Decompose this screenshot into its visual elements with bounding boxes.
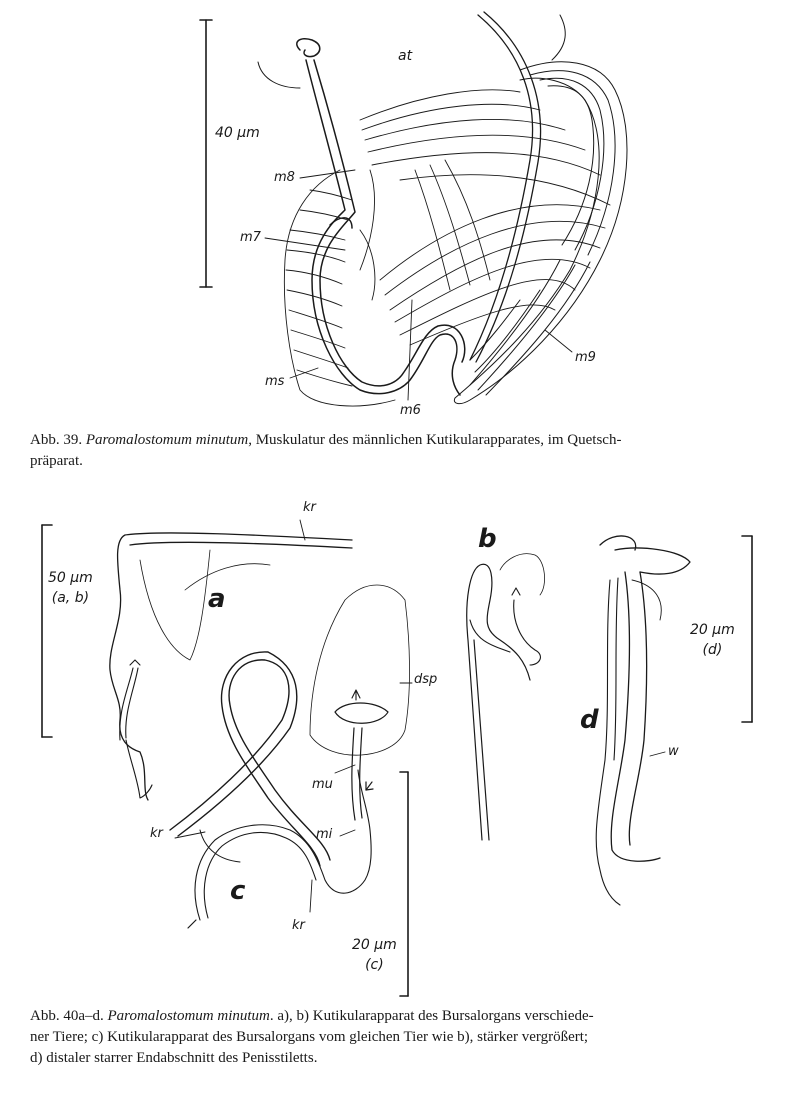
panel-b-drawing	[467, 554, 545, 840]
label-m9: m9	[575, 350, 596, 365]
caption-40-line2: ner Tiere; c) Kutikularapparat des Bursalorgans vom gleichen Tier wie b), stärker vergrößert;	[30, 1029, 589, 1045]
label-mu: mu	[312, 777, 333, 792]
scale-bar-20um-d	[742, 536, 752, 722]
label-kr-left: kr	[150, 826, 163, 841]
figure-40-caption	[30, 1006, 760, 1069]
label-m6: m6	[400, 403, 421, 418]
scale-label-20um-c	[352, 935, 397, 975]
panel-a-drawing	[110, 533, 352, 800]
panel-label-b: b	[478, 524, 497, 554]
caption-40-line3: d) distaler starrer Endabschnitt des Penisstiletts.	[30, 1050, 318, 1066]
scale-label-20um-c-text: 20 µm	[352, 937, 397, 953]
panel-c-drawing	[170, 585, 410, 920]
scale-label-50um-text: 50 µm	[48, 570, 93, 586]
panel-label-c: c	[230, 876, 246, 906]
scale-bar-50um	[42, 525, 52, 737]
scale-label-40um: 40 µm	[215, 125, 260, 141]
panel-d-drawing	[596, 536, 690, 905]
caption-40-line1: . a), b) Kutikularapparat des Bursalorgans verschiede-	[269, 1008, 594, 1024]
arrow-marker	[188, 782, 373, 928]
scale-label-c-text: (c)	[365, 957, 384, 973]
label-w: w	[668, 744, 679, 759]
panel-label-a: a	[208, 584, 226, 614]
caption-39-text-2: präparat.	[30, 453, 83, 469]
scale-label-ab-text: (a, b)	[51, 590, 90, 606]
caption-39-text: , Muskulatur des männlichen Kutikularapparates, im Quetsch-	[248, 432, 622, 448]
label-m7: m7	[240, 230, 261, 245]
panel-label-d: d	[580, 705, 599, 735]
scale-bar-20um-c	[400, 772, 408, 996]
label-mi: mi	[316, 827, 333, 842]
scale-label-20um-d	[690, 620, 735, 660]
label-kr-top: kr	[303, 500, 316, 515]
label-m8: m8	[274, 170, 295, 185]
caption-39-number: Abb. 39.	[30, 432, 83, 448]
caption-39-species: Paromalostomum minutum	[85, 432, 249, 448]
label-ms: ms	[265, 374, 285, 389]
caption-40-species: Paromalostomum minutum	[107, 1008, 270, 1024]
label-at: at	[398, 48, 413, 64]
label-dsp: dsp	[414, 672, 438, 687]
label-kr-bottom: kr	[292, 918, 305, 933]
scale-label-20um-d-text: 20 µm	[690, 622, 735, 638]
scale-label-d-text: (d)	[702, 642, 723, 658]
scale-label-50um	[48, 568, 93, 608]
caption-40-number: Abb. 40a–d.	[30, 1008, 104, 1024]
